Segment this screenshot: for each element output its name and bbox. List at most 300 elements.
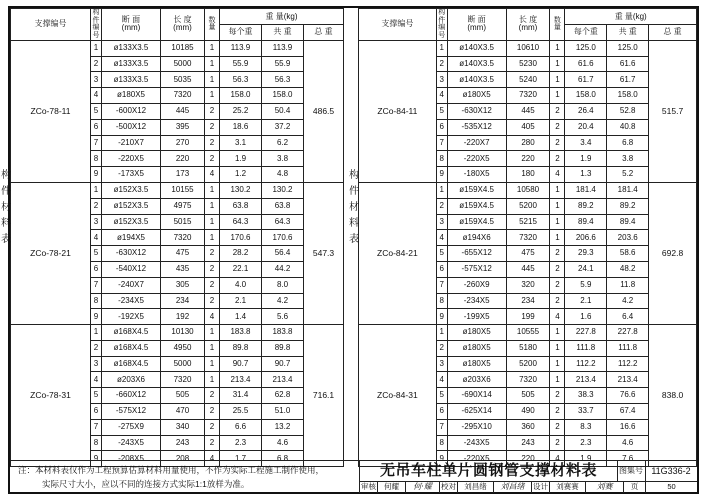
part-no-cell: 9 — [91, 309, 102, 325]
length-cell: 220 — [506, 451, 550, 467]
section-cell: ø159X4.5 — [447, 182, 506, 198]
total-weight-cell: 55.9 — [262, 56, 304, 72]
part-no-cell: 2 — [91, 198, 102, 214]
length-cell: 5000 — [161, 56, 205, 72]
length-cell: 10155 — [161, 182, 205, 198]
support-id-cell: ZCo-84-11 — [359, 40, 437, 182]
qty-cell: 4 — [205, 167, 220, 183]
section-cell: -208X5 — [102, 451, 161, 467]
table-row — [359, 182, 697, 198]
header-section: 断 面 (mm) — [102, 9, 161, 41]
header-each: 每个重 — [220, 25, 262, 40]
qty-cell: 2 — [550, 293, 565, 309]
grand-total-cell: 838.0 — [649, 325, 697, 467]
length-cell: 173 — [161, 167, 205, 183]
section-cell: ø194X6 — [447, 230, 506, 246]
part-no-cell: 2 — [91, 340, 102, 356]
part-no-cell: 8 — [91, 293, 102, 309]
each-weight-cell: 206.6 — [565, 230, 607, 246]
total-weight-cell: 48.2 — [607, 261, 649, 277]
part-no-cell: 3 — [91, 356, 102, 372]
material-table-left — [10, 8, 344, 467]
grand-total-cell: 692.8 — [649, 182, 697, 324]
qty-cell: 2 — [205, 246, 220, 262]
each-weight-cell: 89.2 — [565, 198, 607, 214]
total-weight-cell: 89.8 — [262, 340, 304, 356]
section-cell: ø140X3.5 — [447, 40, 506, 56]
section-cell: -500X12 — [102, 119, 161, 135]
support-id-cell: ZCo-84-21 — [359, 182, 437, 324]
qty-cell: 2 — [550, 277, 565, 293]
length-cell: 490 — [506, 404, 550, 420]
qty-cell: 1 — [550, 214, 565, 230]
support-id-cell: ZCo-84-31 — [359, 325, 437, 467]
length-cell: 270 — [161, 135, 205, 151]
total-weight-cell: 52.8 — [607, 103, 649, 119]
part-no-cell: 1 — [436, 182, 447, 198]
each-weight-cell: 3.1 — [220, 135, 262, 151]
checker-signature: 刘昌绪 — [494, 481, 532, 493]
header-grand: 总 重 — [304, 25, 344, 40]
part-no-cell: 5 — [91, 103, 102, 119]
total-weight-cell: 56.4 — [262, 246, 304, 262]
each-weight-cell: 1.9 — [220, 151, 262, 167]
qty-cell: 2 — [205, 293, 220, 309]
length-cell: 5200 — [506, 356, 550, 372]
each-weight-cell: 170.6 — [220, 230, 262, 246]
section-cell: -210X7 — [102, 135, 161, 151]
section-cell: -575X12 — [447, 261, 506, 277]
each-weight-cell: 18.6 — [220, 119, 262, 135]
each-weight-cell: 1.4 — [220, 309, 262, 325]
qty-cell: 1 — [550, 40, 565, 56]
header-support-id: 支撑编号 — [359, 9, 437, 41]
total-weight-cell: 6.2 — [262, 135, 304, 151]
part-no-cell: 3 — [91, 214, 102, 230]
qty-cell: 4 — [550, 451, 565, 467]
length-cell: 7320 — [161, 88, 205, 104]
total-weight-cell: 3.8 — [262, 151, 304, 167]
section-cell: ø159X4.5 — [447, 214, 506, 230]
qty-cell: 1 — [205, 214, 220, 230]
length-cell: 435 — [161, 261, 205, 277]
each-weight-cell: 1.3 — [565, 167, 607, 183]
section-cell: ø152X3.5 — [102, 198, 161, 214]
qty-cell: 2 — [205, 388, 220, 404]
part-no-cell: 4 — [436, 88, 447, 104]
each-weight-cell: 31.4 — [220, 388, 262, 404]
each-weight-cell: 158.0 — [565, 88, 607, 104]
total-weight-cell: 6.8 — [607, 135, 649, 151]
section-cell: ø168X4.5 — [102, 325, 161, 341]
atlas-label: 图集号 — [617, 461, 646, 482]
total-weight-cell: 89.4 — [607, 214, 649, 230]
length-cell: 243 — [161, 435, 205, 451]
qty-cell: 2 — [550, 246, 565, 262]
length-cell: 340 — [161, 419, 205, 435]
total-weight-cell: 13.2 — [262, 419, 304, 435]
each-weight-cell: 5.9 — [565, 277, 607, 293]
section-cell: ø152X3.5 — [102, 182, 161, 198]
review-label: 审核 — [361, 482, 376, 491]
total-weight-cell: 4.2 — [607, 293, 649, 309]
part-no-cell: 1 — [91, 325, 102, 341]
section-cell: ø133X3.5 — [102, 40, 161, 56]
total-weight-cell: 90.7 — [262, 356, 304, 372]
total-weight-cell: 8.0 — [262, 277, 304, 293]
table-row — [11, 182, 344, 198]
total-weight-cell: 61.7 — [607, 72, 649, 88]
total-weight-cell: 4.2 — [262, 293, 304, 309]
length-cell: 192 — [161, 309, 205, 325]
each-weight-cell: 2.3 — [220, 435, 262, 451]
length-cell: 243 — [506, 435, 550, 451]
each-weight-cell: 89.8 — [220, 340, 262, 356]
length-cell: 445 — [506, 261, 550, 277]
atlas-number: 11G336-2 — [645, 461, 697, 482]
each-weight-cell: 3.4 — [565, 135, 607, 151]
part-no-cell: 7 — [91, 419, 102, 435]
part-no-cell: 5 — [436, 388, 447, 404]
qty-cell: 2 — [550, 261, 565, 277]
part-no-cell: 4 — [436, 372, 447, 388]
header-weight: 重 量(kg) — [220, 9, 344, 25]
length-cell: 5240 — [506, 72, 550, 88]
part-no-cell: 9 — [436, 451, 447, 467]
total-weight-cell: 44.2 — [262, 261, 304, 277]
qty-cell: 2 — [550, 103, 565, 119]
part-no-cell: 4 — [91, 372, 102, 388]
total-weight-cell: 6.8 — [262, 451, 304, 467]
section-cell: -180X5 — [447, 167, 506, 183]
part-no-cell: 6 — [91, 261, 102, 277]
qty-cell: 1 — [550, 182, 565, 198]
side-label-left: 构件材料表 — [1, 170, 11, 245]
part-no-cell: 3 — [436, 72, 447, 88]
total-weight-cell: 5.2 — [607, 167, 649, 183]
part-no-cell: 1 — [91, 40, 102, 56]
qty-cell: 1 — [205, 198, 220, 214]
total-weight-cell: 61.6 — [607, 56, 649, 72]
each-weight-cell: 90.7 — [220, 356, 262, 372]
each-weight-cell: 130.2 — [220, 182, 262, 198]
length-cell: 405 — [506, 119, 550, 135]
part-no-cell: 6 — [91, 404, 102, 420]
length-cell: 445 — [161, 103, 205, 119]
note-line-2: 实际尺寸大小，应以不同的连接方式实际1:1放样为准。 — [42, 479, 250, 489]
part-no-cell: 9 — [91, 167, 102, 183]
section-cell: -234X5 — [447, 293, 506, 309]
section-cell: -630X12 — [447, 103, 506, 119]
each-weight-cell: 63.8 — [220, 198, 262, 214]
each-weight-cell: 1.6 — [565, 309, 607, 325]
qty-cell: 2 — [205, 277, 220, 293]
total-weight-cell: 213.4 — [607, 372, 649, 388]
length-cell: 10130 — [161, 325, 205, 341]
header-each: 每个重 — [565, 25, 607, 40]
section-cell: ø152X3.5 — [102, 214, 161, 230]
length-cell: 10580 — [506, 182, 550, 198]
part-no-cell: 3 — [91, 72, 102, 88]
total-weight-cell: 4.6 — [262, 435, 304, 451]
length-cell: 199 — [506, 309, 550, 325]
total-weight-cell: 112.2 — [607, 356, 649, 372]
part-no-cell: 8 — [436, 293, 447, 309]
each-weight-cell: 20.4 — [565, 119, 607, 135]
qty-cell: 1 — [205, 40, 220, 56]
header-length: 长 度 (mm) — [161, 9, 205, 41]
part-no-cell: 8 — [91, 151, 102, 167]
each-weight-cell: 24.1 — [565, 261, 607, 277]
section-cell: ø180X5 — [447, 340, 506, 356]
part-no-cell: 2 — [436, 198, 447, 214]
header-qty: 数量 — [205, 9, 220, 41]
each-weight-cell: 89.4 — [565, 214, 607, 230]
section-cell: -660X12 — [102, 388, 161, 404]
length-cell: 7320 — [161, 372, 205, 388]
total-weight-cell: 4.8 — [262, 167, 304, 183]
header-support-id: 支撑编号 — [11, 9, 91, 41]
length-cell: 360 — [506, 419, 550, 435]
qty-cell: 2 — [550, 119, 565, 135]
part-no-cell: 7 — [436, 135, 447, 151]
section-cell: -234X5 — [102, 293, 161, 309]
total-weight-cell: 3.8 — [607, 151, 649, 167]
checker-name: 刘昌绪 — [458, 481, 494, 493]
total-weight-cell: 113.9 — [262, 40, 304, 56]
length-cell: 5180 — [506, 340, 550, 356]
table-row — [359, 325, 697, 341]
length-cell: 5035 — [161, 72, 205, 88]
part-no-cell: 5 — [91, 388, 102, 404]
section-cell: ø168X4.5 — [102, 356, 161, 372]
total-weight-cell: 158.0 — [607, 88, 649, 104]
qty-cell: 1 — [205, 356, 220, 372]
header-grand: 总 重 — [649, 25, 697, 40]
qty-cell: 1 — [550, 72, 565, 88]
length-cell: 7320 — [506, 88, 550, 104]
drawing-frame — [1, 6, 699, 494]
part-no-cell: 8 — [91, 435, 102, 451]
qty-cell: 1 — [550, 356, 565, 372]
total-weight-cell: 56.3 — [262, 72, 304, 88]
total-weight-cell: 6.4 — [607, 309, 649, 325]
section-cell: ø203X6 — [102, 372, 161, 388]
each-weight-cell: 4.0 — [220, 277, 262, 293]
section-cell: ø140X3.5 — [447, 72, 506, 88]
section-cell: -243X5 — [447, 435, 506, 451]
section-cell: -655X12 — [447, 246, 506, 262]
each-weight-cell: 6.6 — [220, 419, 262, 435]
header-weight: 重 量(kg) — [565, 9, 697, 25]
each-weight-cell: 56.3 — [220, 72, 262, 88]
length-cell: 470 — [161, 404, 205, 420]
qty-cell: 4 — [205, 309, 220, 325]
length-cell: 10610 — [506, 40, 550, 56]
total-weight-cell: 58.6 — [607, 246, 649, 262]
part-no-cell: 2 — [436, 340, 447, 356]
header-length: 长 度 (mm) — [506, 9, 550, 41]
page-number: 50 — [667, 482, 676, 491]
part-no-cell: 3 — [436, 214, 447, 230]
qty-cell: 2 — [550, 404, 565, 420]
reviewer-signature: 何·耀 — [406, 481, 440, 493]
section-cell: -260X9 — [447, 277, 506, 293]
section-cell: -220X5 — [447, 151, 506, 167]
each-weight-cell: 1.7 — [220, 451, 262, 467]
qty-cell: 1 — [205, 325, 220, 341]
qty-cell: 1 — [205, 72, 220, 88]
each-weight-cell: 1.9 — [565, 451, 607, 467]
each-weight-cell: 29.3 — [565, 246, 607, 262]
part-no-cell: 9 — [91, 451, 102, 467]
section-cell: ø180X5 — [447, 325, 506, 341]
each-weight-cell: 181.4 — [565, 182, 607, 198]
length-cell: 208 — [161, 451, 205, 467]
part-no-cell: 7 — [436, 419, 447, 435]
grand-total-cell: 515.7 — [649, 40, 697, 182]
part-no-cell: 2 — [436, 56, 447, 72]
length-cell: 7320 — [506, 372, 550, 388]
length-cell: 5230 — [506, 56, 550, 72]
total-weight-cell: 111.8 — [607, 340, 649, 356]
support-id-cell: ZCo-78-11 — [11, 40, 91, 182]
total-weight-cell: 158.0 — [262, 88, 304, 104]
header-qty: 数量 — [550, 9, 565, 41]
qty-cell: 2 — [550, 435, 565, 451]
footer-note — [10, 461, 360, 493]
part-no-cell: 5 — [91, 246, 102, 262]
length-cell: 505 — [506, 388, 550, 404]
table-row — [11, 40, 344, 56]
qty-cell: 1 — [205, 230, 220, 246]
length-cell: 10185 — [161, 40, 205, 56]
section-cell: -240X7 — [102, 277, 161, 293]
total-weight-cell: 89.2 — [607, 198, 649, 214]
support-id-cell: ZCo-78-31 — [11, 325, 91, 467]
part-no-cell: 7 — [436, 277, 447, 293]
section-cell: -600X12 — [102, 103, 161, 119]
part-no-cell: 5 — [436, 246, 447, 262]
part-no-cell: 4 — [436, 230, 447, 246]
section-cell: -220X5 — [447, 451, 506, 467]
total-weight-cell: 62.8 — [262, 388, 304, 404]
total-weight-cell: 130.2 — [262, 182, 304, 198]
section-cell: -173X5 — [102, 167, 161, 183]
qty-cell: 4 — [550, 167, 565, 183]
qty-cell: 2 — [550, 135, 565, 151]
qty-cell: 1 — [205, 56, 220, 72]
total-weight-cell: 170.6 — [262, 230, 304, 246]
total-weight-cell: 40.8 — [607, 119, 649, 135]
qty-cell: 1 — [550, 56, 565, 72]
length-cell: 395 — [161, 119, 205, 135]
part-no-cell: 8 — [436, 435, 447, 451]
section-cell: -220X5 — [102, 151, 161, 167]
side-label-right: 构件材料表 — [349, 170, 359, 245]
each-weight-cell: 112.2 — [565, 356, 607, 372]
part-no-cell: 1 — [91, 182, 102, 198]
length-cell: 234 — [506, 293, 550, 309]
length-cell: 220 — [161, 151, 205, 167]
each-weight-cell: 64.3 — [220, 214, 262, 230]
qty-cell: 1 — [205, 182, 220, 198]
total-weight-cell: 4.6 — [607, 435, 649, 451]
qty-cell: 4 — [550, 309, 565, 325]
qty-cell: 1 — [550, 88, 565, 104]
drawing-title: 无吊车柱单片圆钢管支撑材料表 — [360, 461, 618, 482]
qty-cell: 2 — [205, 404, 220, 420]
qty-cell: 2 — [205, 435, 220, 451]
header-part-no: 构件编号 — [438, 9, 446, 40]
designer-signature: 刘赛 — [586, 481, 624, 493]
each-weight-cell: 1.9 — [565, 151, 607, 167]
design-label: 设计 — [533, 482, 548, 491]
length-cell: 5200 — [506, 198, 550, 214]
qty-cell: 4 — [205, 451, 220, 467]
length-cell: 5000 — [161, 356, 205, 372]
total-weight-cell: 213.4 — [262, 372, 304, 388]
table-row — [11, 325, 344, 341]
each-weight-cell: 158.0 — [220, 88, 262, 104]
part-no-cell: 5 — [436, 103, 447, 119]
total-weight-cell: 37.2 — [262, 119, 304, 135]
total-weight-cell: 181.4 — [607, 182, 649, 198]
section-cell: -220X7 — [447, 135, 506, 151]
section-cell: -690X14 — [447, 388, 506, 404]
reviewer-name: 何耀 — [378, 481, 406, 493]
each-weight-cell: 55.9 — [220, 56, 262, 72]
each-weight-cell: 213.4 — [565, 372, 607, 388]
part-no-cell: 8 — [436, 151, 447, 167]
part-no-cell: 6 — [436, 119, 447, 135]
part-no-cell: 6 — [436, 261, 447, 277]
qty-cell: 2 — [205, 419, 220, 435]
length-cell: 180 — [506, 167, 550, 183]
section-cell: -535X12 — [447, 119, 506, 135]
qty-cell: 2 — [205, 135, 220, 151]
each-weight-cell: 38.3 — [565, 388, 607, 404]
grand-total-cell: 547.3 — [304, 182, 344, 324]
page-label: 页 — [624, 481, 646, 493]
section-cell: ø194X5 — [102, 230, 161, 246]
each-weight-cell: 213.4 — [220, 372, 262, 388]
total-weight-cell: 64.3 — [262, 214, 304, 230]
section-cell: -575X12 — [102, 404, 161, 420]
part-no-cell: 9 — [436, 167, 447, 183]
qty-cell: 2 — [205, 103, 220, 119]
section-cell: -243X5 — [102, 435, 161, 451]
each-weight-cell: 25.5 — [220, 404, 262, 420]
each-weight-cell: 111.8 — [565, 340, 607, 356]
qty-cell: 2 — [205, 151, 220, 167]
each-weight-cell: 61.7 — [565, 72, 607, 88]
each-weight-cell: 2.1 — [565, 293, 607, 309]
qty-cell: 1 — [205, 372, 220, 388]
part-no-cell: 7 — [91, 277, 102, 293]
total-weight-cell: 51.0 — [262, 404, 304, 420]
section-cell: -199X5 — [447, 309, 506, 325]
qty-cell: 1 — [550, 325, 565, 341]
each-weight-cell: 183.8 — [220, 325, 262, 341]
total-weight-cell: 227.8 — [607, 325, 649, 341]
header-total: 共 重 — [607, 25, 649, 40]
total-weight-cell: 50.4 — [262, 103, 304, 119]
each-weight-cell: 22.1 — [220, 261, 262, 277]
part-no-cell: 1 — [436, 40, 447, 56]
material-table-right — [358, 8, 697, 467]
qty-cell: 2 — [550, 388, 565, 404]
